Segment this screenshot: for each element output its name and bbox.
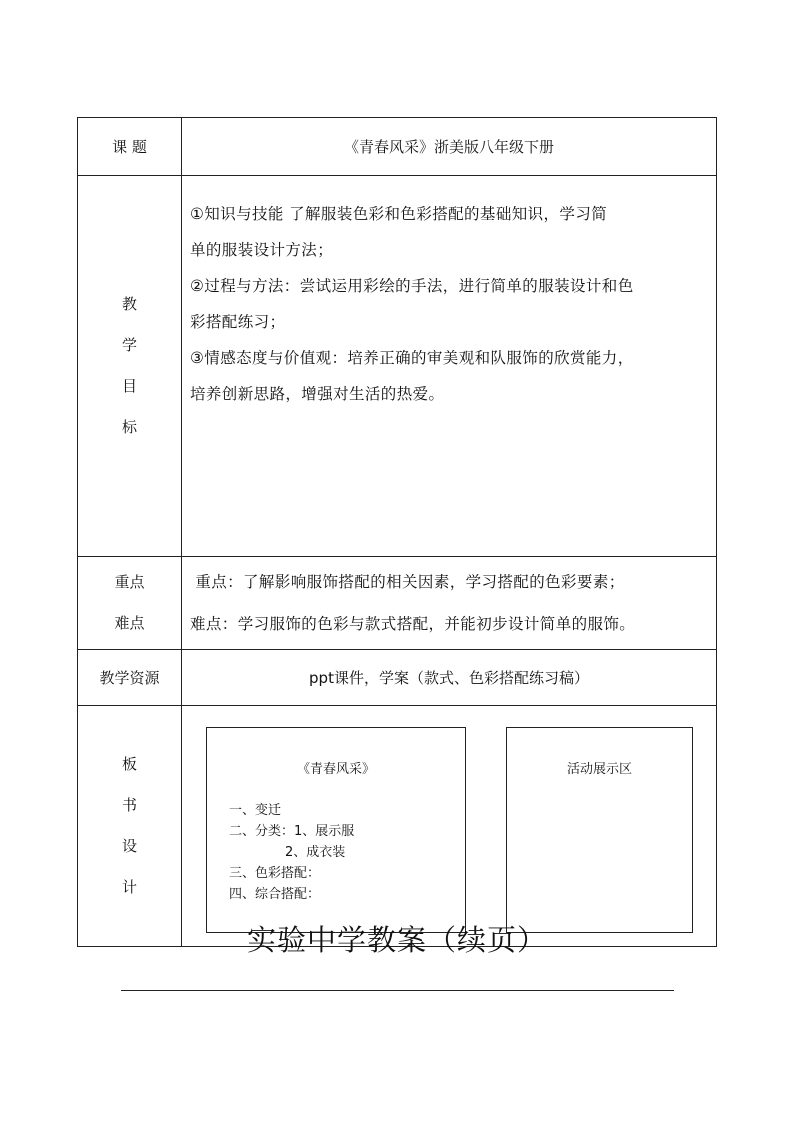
outline-item: 三、色彩搭配： xyxy=(229,866,321,881)
goal-line: ②过程与方法：尝试运用彩绘的手法，进行简单的服装设计和色 xyxy=(190,277,634,295)
board-outline-list xyxy=(229,800,354,905)
goal-line: 单的服装设计方法； xyxy=(190,241,334,259)
key-points-label: 重点 难点 xyxy=(78,557,182,650)
board-label: 板 书 设 计 xyxy=(78,706,182,947)
lesson-plan-table xyxy=(77,117,717,947)
difficult-point-line: 难点：学习服饰的色彩与款式搭配，并能初步设计简单的服饰。 xyxy=(190,615,636,633)
resources-label: 教学资源 xyxy=(78,650,182,706)
row-resources xyxy=(78,650,717,706)
topic-value: 《青春风采》浙美版八年级下册 xyxy=(182,118,717,176)
goals-label: 教 学 目 标 xyxy=(78,176,182,557)
continuation-page-title: 实验中学教案（续页） xyxy=(246,923,547,957)
goal-line: 培养创新思路，增强对生活的热爱。 xyxy=(190,385,445,403)
key-points-content xyxy=(182,557,717,650)
resources-value: ppt课件，学案（款式、色彩搭配练习稿） xyxy=(182,650,717,706)
activity-display-box xyxy=(506,727,693,933)
row-topic xyxy=(78,118,717,176)
board-outline-title: 《青春风采》 xyxy=(296,762,375,777)
goal-line: 彩搭配练习； xyxy=(190,313,286,331)
title-underline xyxy=(121,990,674,991)
board-content xyxy=(182,706,717,947)
outline-item: 二、分类：1、展示服 xyxy=(229,824,355,839)
goal-line: ①知识与技能 了解服装色彩和色彩搭配的基础知识，学习简 xyxy=(190,205,608,223)
outline-item: 四、综合搭配： xyxy=(229,887,321,902)
board-outline-box xyxy=(206,727,466,933)
activity-display-title: 活动展示区 xyxy=(566,762,632,777)
goal-line: ③情感态度与价值观：培养正确的审美观和队服饰的欣赏能力， xyxy=(190,349,634,367)
row-board xyxy=(78,706,717,947)
topic-label: 课 题 xyxy=(78,118,182,176)
outline-item: 一、变迁 xyxy=(229,803,282,818)
key-point-line: 重点：了解影响服饰搭配的相关因素，学习搭配的色彩要素； xyxy=(190,573,625,591)
goals-content xyxy=(182,176,717,557)
row-goals xyxy=(78,176,717,557)
row-key-points xyxy=(78,557,717,650)
outline-item: 2、成衣装 xyxy=(285,845,346,860)
